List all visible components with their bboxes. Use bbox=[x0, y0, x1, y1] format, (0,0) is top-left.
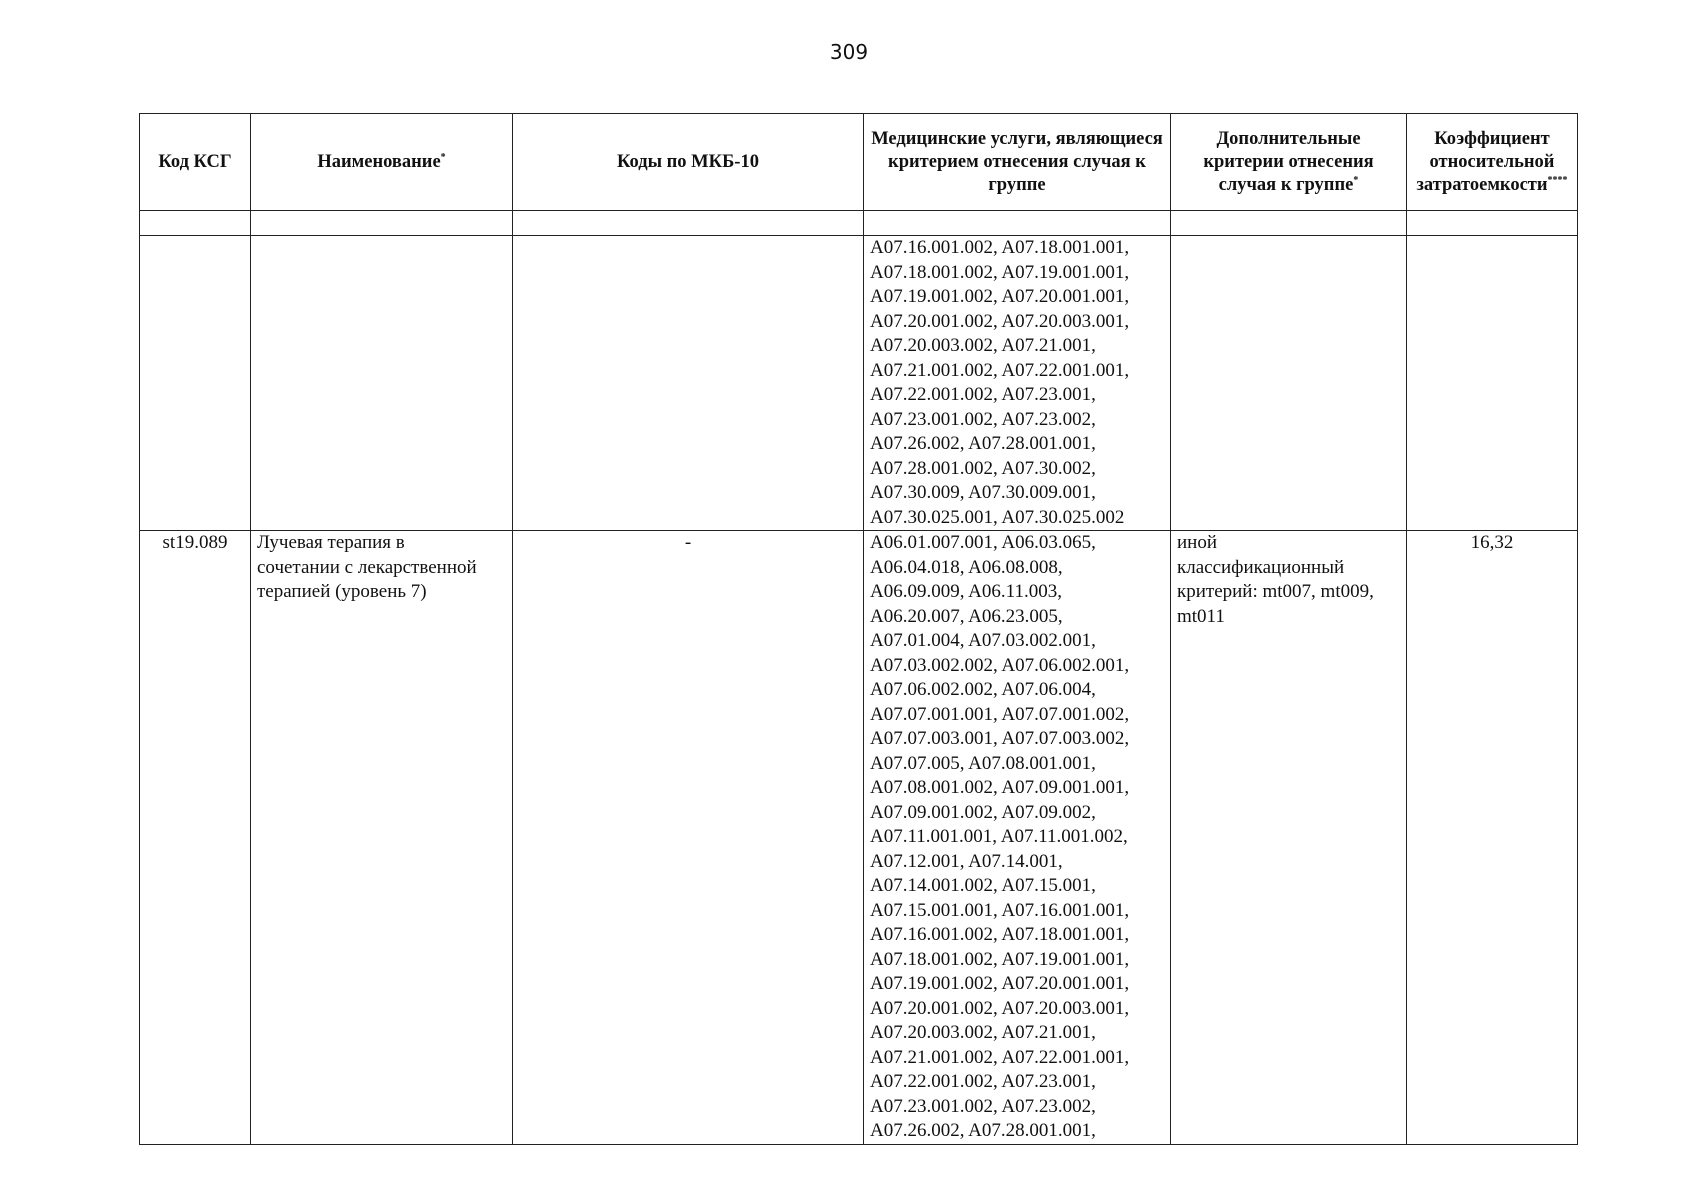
service-code-line: A07.22.001.002, A07.23.001, bbox=[870, 384, 1096, 405]
service-code-line: A07.19.001.002, A07.20.001.001, bbox=[870, 973, 1130, 994]
name-cell bbox=[251, 236, 513, 531]
service-code-line: A07.16.001.002, A07.18.001.001, bbox=[870, 924, 1130, 945]
coefficient-cell: 16,32 bbox=[1407, 531, 1578, 1145]
service-code-line: A07.06.002.002, A07.06.004, bbox=[870, 679, 1096, 700]
service-code-line: A07.20.003.002, A07.21.001, bbox=[870, 335, 1096, 356]
header-medical-services: Медицинские услуги, являющиеся критерием отнесения случая к группе bbox=[864, 114, 1171, 211]
service-code-line: A07.15.001.001, A07.16.001.001, bbox=[870, 899, 1130, 921]
spacer-cell bbox=[1171, 211, 1407, 236]
service-code-line: A07.21.001.002, A07.22.001.001, bbox=[870, 1046, 1130, 1068]
service-code-line: A07.01.004, A07.03.002.001, bbox=[870, 630, 1096, 651]
header-additional-criteria: Дополнительные критерии отнесения случая к группе* bbox=[1171, 114, 1407, 211]
service-code-line: A07.07.005, A07.08.001.001, bbox=[870, 752, 1096, 774]
service-code-line: A07.12.001, A07.14.001, bbox=[870, 850, 1063, 872]
service-code-line: A07.07.003.001, A07.07.003.002, bbox=[870, 728, 1130, 749]
service-code-line: A07.16.001.002, A07.18.001.001, bbox=[870, 237, 1130, 258]
ksg-code-cell: st19.089 bbox=[140, 531, 251, 1145]
service-code-line: A07.18.001.002, A07.19.001.001, bbox=[870, 948, 1130, 970]
spacer-cell bbox=[251, 211, 513, 236]
service-code-line: A07.21.001.002, A07.22.001.001, bbox=[870, 359, 1130, 381]
service-code-line: A07.20.001.002, A07.20.003.001, bbox=[870, 310, 1130, 332]
service-code-line: A07.30.009, A07.30.009.001, bbox=[870, 482, 1096, 503]
table-header-row bbox=[140, 114, 1578, 211]
spacer-cell bbox=[513, 211, 864, 236]
service-code-line: A06.09.009, A06.11.003, bbox=[870, 581, 1062, 602]
service-code-line: A07.26.002, A07.28.001.001, bbox=[870, 1120, 1096, 1141]
service-code-line: A07.23.001.002, A07.23.002, bbox=[870, 1095, 1096, 1117]
service-code-line: A07.28.001.002, A07.30.002, bbox=[870, 457, 1096, 479]
service-code-line: A07.26.002, A07.28.001.001, bbox=[870, 433, 1096, 454]
service-code-line: A07.08.001.002, A07.09.001.001, bbox=[870, 777, 1130, 798]
table-spacer-row bbox=[140, 211, 1578, 236]
coefficient-cell bbox=[1407, 236, 1578, 531]
header-mkb-codes: Коды по МКБ-10 bbox=[513, 114, 864, 211]
page-number: 309 bbox=[829, 40, 869, 64]
service-code-line: A07.09.001.002, A07.09.002, bbox=[870, 801, 1096, 823]
table-row bbox=[140, 531, 1578, 1145]
spacer-cell bbox=[140, 211, 251, 236]
services-list bbox=[870, 236, 1164, 530]
header-ksg-code: Код КСГ bbox=[140, 114, 251, 211]
header-name: Наименование* bbox=[251, 114, 513, 211]
service-code-line: A07.23.001.002, A07.23.002, bbox=[870, 408, 1096, 430]
services-cell bbox=[864, 236, 1171, 531]
service-code-line: A07.03.002.002, A07.06.002.001, bbox=[870, 654, 1130, 676]
service-code-line: A06.04.018, A06.08.008, bbox=[870, 556, 1063, 578]
service-code-line: A07.30.025.001, A07.30.025.002 bbox=[870, 506, 1125, 528]
services-cell bbox=[864, 531, 1171, 1145]
service-code-line: A07.20.003.002, A07.21.001, bbox=[870, 1022, 1096, 1043]
service-code-line: A06.01.007.001, A06.03.065, bbox=[870, 532, 1096, 553]
ksg-code-cell bbox=[140, 236, 251, 531]
service-code-line: A07.14.001.002, A07.15.001, bbox=[870, 875, 1096, 896]
spacer-cell bbox=[864, 211, 1171, 236]
spacer-cell bbox=[1407, 211, 1578, 236]
criteria-cell bbox=[1171, 236, 1407, 531]
mkb-cell: - bbox=[513, 531, 864, 1145]
service-code-line: A07.22.001.002, A07.23.001, bbox=[870, 1071, 1096, 1092]
header-coefficient: Коэффициент относительной затратоемкости**** bbox=[1407, 114, 1578, 211]
criteria-cell: иной классификационный критерий: mt007, mt009, mt011 bbox=[1171, 531, 1407, 1145]
service-code-line: A07.11.001.001, A07.11.001.002, bbox=[870, 826, 1128, 847]
services-list bbox=[870, 531, 1164, 1144]
table-row bbox=[140, 236, 1578, 531]
service-code-line: A07.19.001.002, A07.20.001.001, bbox=[870, 286, 1130, 307]
service-code-line: A07.07.001.001, A07.07.001.002, bbox=[870, 703, 1130, 725]
service-code-line: A06.20.007, A06.23.005, bbox=[870, 605, 1063, 627]
mkb-cell bbox=[513, 236, 864, 531]
service-code-line: A07.18.001.002, A07.19.001.001, bbox=[870, 261, 1130, 283]
name-cell: Лучевая терапия в сочетании с лекарственной терапией (уровень 7) bbox=[251, 531, 513, 1145]
service-code-line: A07.20.001.002, A07.20.003.001, bbox=[870, 997, 1130, 1019]
ksg-table bbox=[139, 113, 1578, 1145]
